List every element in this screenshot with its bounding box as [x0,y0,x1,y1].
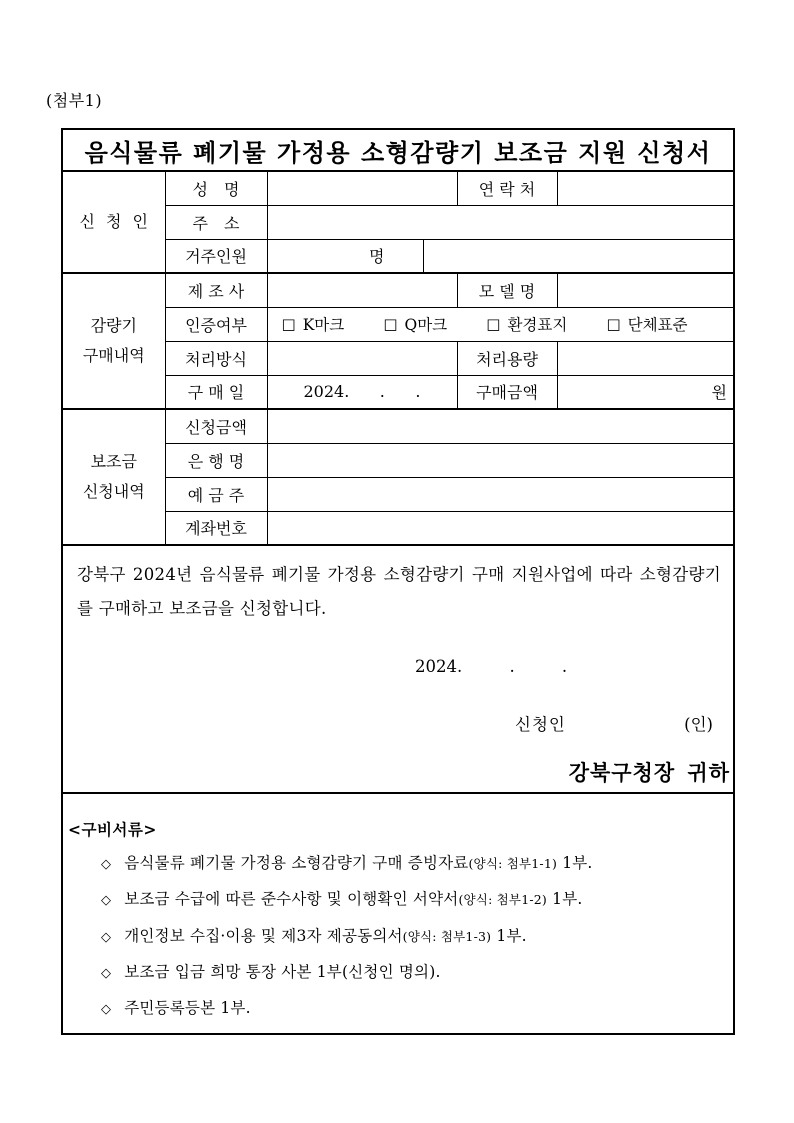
manufacturer-label: 제 조 사 [165,273,267,307]
residents-label: 거주인원 [165,239,267,273]
cert-option-qmark: □ Q마크 [383,315,448,334]
declaration-seal-label: (인) [684,715,713,734]
name-label: 성 명 [165,171,267,205]
list-item: ◇ 보조금 입금 희망 통장 사본 1부(신청인 명의). [101,962,441,981]
purchase-amount-input-cell [557,375,734,409]
declaration-recipient: 강북구청장 귀하 [568,760,730,785]
attachment-label: (첨부1) [46,91,103,110]
diamond-bullet-icon: ◇ [101,965,112,981]
account-number-input-cell [267,511,734,545]
model-input-cell [557,273,734,307]
required-documents-section [62,793,734,1034]
list-item: ◇ 개인정보 수집·이용 및 제3자 제공동의서(양식: 첨부1-3) 1부. [101,926,527,945]
subsidy-amount-input-cell [267,409,734,443]
diamond-bullet-icon: ◇ [101,1002,112,1017]
form-title: 음식물류 폐기물 가정용 소형감량기 보조금 지원 신청서 [62,129,734,171]
bank-name-label: 은 행 명 [165,443,267,477]
purchase-date-input-cell: 2024. . . [267,375,457,409]
purchase-amount-label: 구매금액 [457,375,557,409]
declaration-signer-label: 신청인 [515,715,566,734]
cert-option-kmark: □ K마크 [281,315,345,334]
model-label: 모 델 명 [457,273,557,307]
address-label: 주 소 [165,205,267,239]
checkbox-icon: □ [383,315,398,333]
purchase-group-label: 감량기 구매내역 [62,273,165,409]
checkbox-icon: □ [486,315,501,333]
address-input-cell [267,205,734,239]
subsidy-group-label: 보조금 신청내역 [62,409,165,545]
diamond-bullet-icon: ◇ [101,893,112,909]
account-holder-input-cell [267,477,734,511]
declaration-section [62,545,734,793]
cert-option-groupstandard: □ 단체표준 [606,315,688,334]
declaration-text: 강북구 2024년 음식물류 폐기물 가정용 소형감량기 구매 지원사업에 따라 소형감량기를 구매하고 보조금을 신청합니다. [77,565,721,618]
list-item: ◇ 주민등록등본 1부. [101,999,251,1017]
capacity-label: 처리용량 [457,341,557,375]
contact-label: 연 락 처 [457,171,557,205]
method-input-cell [267,341,457,375]
account-holder-label: 예 금 주 [165,477,267,511]
list-item: ◇ 음식물류 폐기물 가정용 소형감량기 구매 증빙자료(양식: 첨부1-1) 1부. [101,854,593,872]
application-form-table [61,128,735,1035]
capacity-input-cell [557,341,734,375]
required-documents-list [68,852,723,1020]
diamond-bullet-icon: ◇ [101,857,112,872]
checkbox-icon: □ [281,315,296,333]
bank-name-input-cell [267,443,734,477]
residents-extra-cell [423,239,734,273]
applicant-group-label: 신 청 인 [62,171,165,273]
certification-label: 인증여부 [165,307,267,341]
required-documents-heading: <구비서류> [68,820,157,839]
contact-input-cell [557,171,734,205]
certification-options-cell [267,307,734,341]
residents-unit: 명 [369,247,385,267]
residents-input-cell [267,239,423,273]
diamond-bullet-icon: ◇ [101,929,112,945]
manufacturer-input-cell [267,273,457,307]
account-number-label: 계좌번호 [165,511,267,545]
name-input-cell [267,171,457,205]
declaration-date-line: 2024. . . [415,657,568,676]
method-label: 처리방식 [165,341,267,375]
cert-option-ecolabel: □ 환경표지 [486,315,568,334]
checkbox-icon: □ [606,315,621,333]
subsidy-amount-label: 신청금액 [165,409,267,443]
won-unit: 원 [711,383,727,403]
list-item: ◇ 보조금 수급에 따른 준수사항 및 이행확인 서약서(양식: 첨부1-2) 1부. [101,890,583,909]
purchase-date-label: 구 매 일 [165,375,267,409]
